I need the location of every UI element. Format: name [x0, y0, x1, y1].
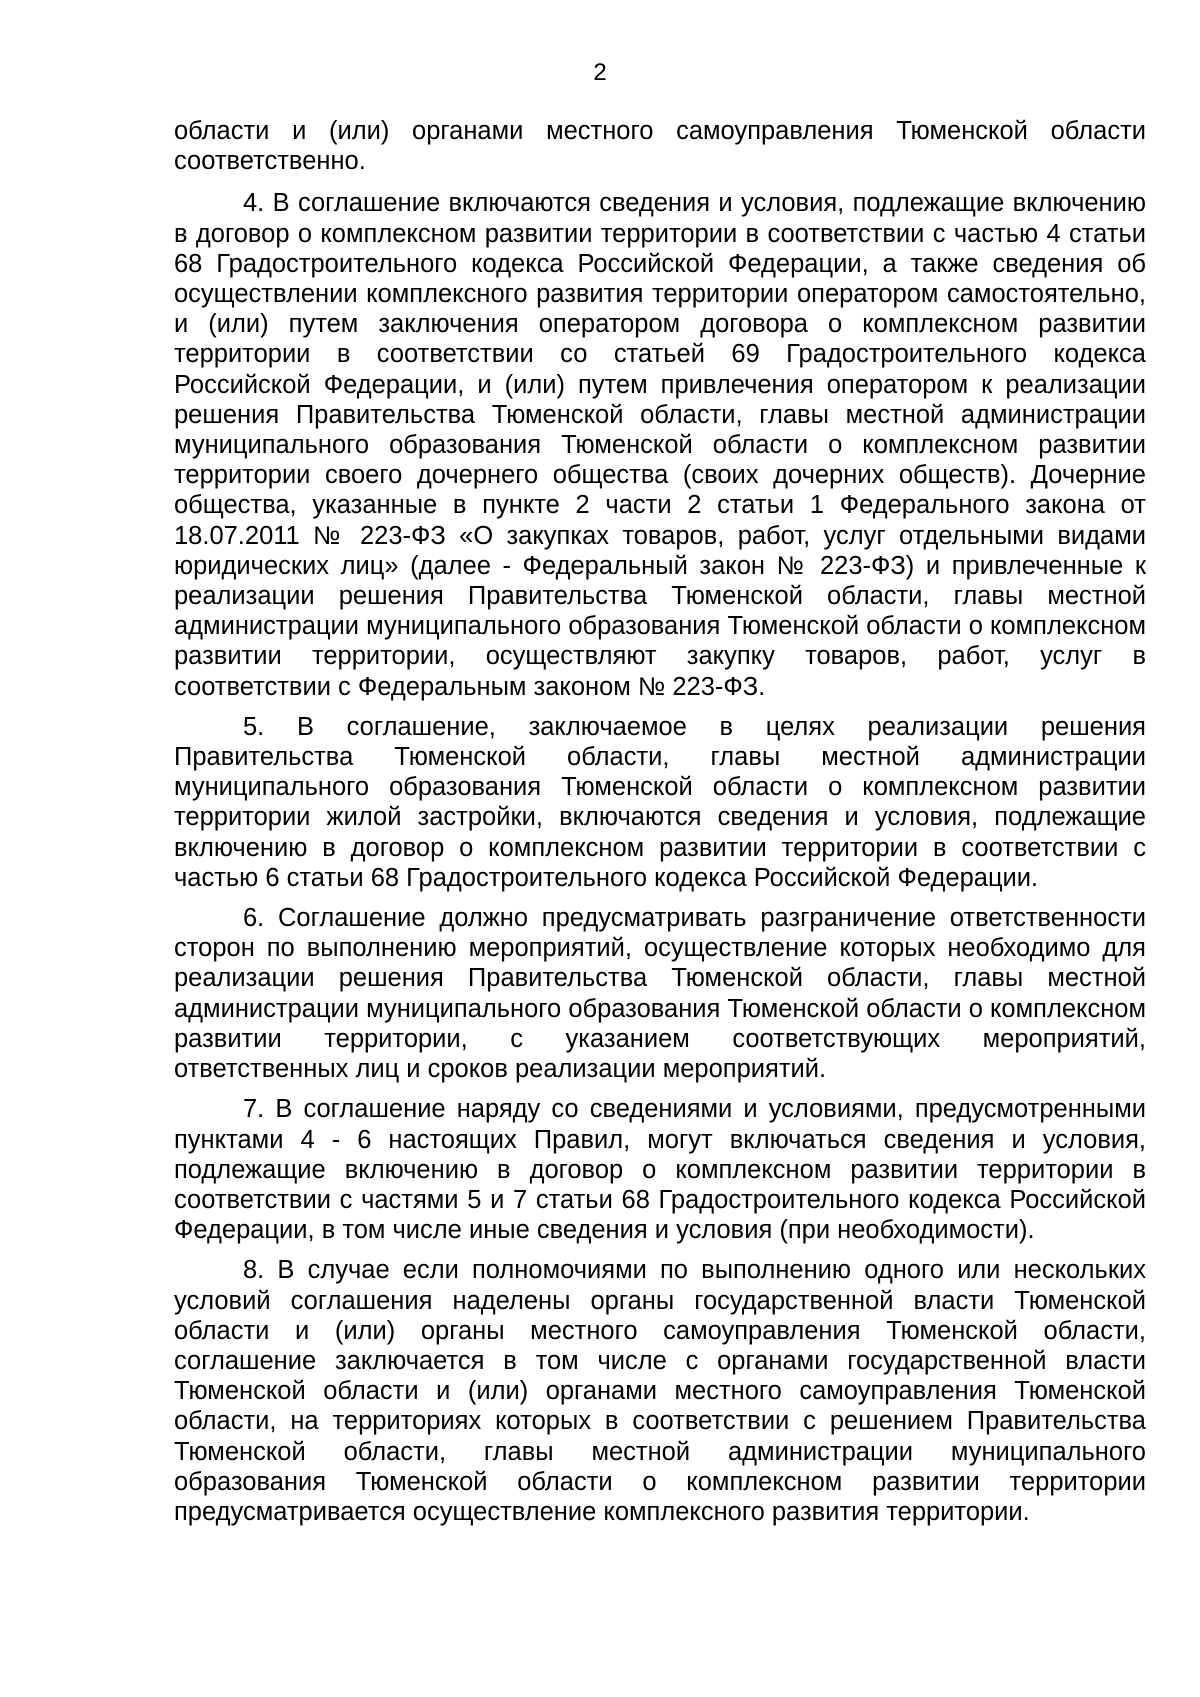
document-body [174, 116, 1146, 1537]
paragraph-continuation: области и (или) органами местного самоуправления Тюменской области соответственно. [174, 117, 1146, 176]
paragraph-item-7: 7. В соглашение наряду со сведениями и условиями, предусмотренными пунктами 4 - 6 настоящих Правил, могут включаться сведения и условия, подлежащие включению в договор о комплексном развитии территории в соответствии с частями 5 и 7 статьи 68 Градостроительного кодекса Российской Федерации, в том числе иные сведения и условия (при необходимости). [174, 1095, 1146, 1245]
paragraph-item-5: 5. В соглашение, заключаемое в целях реализации решения Правительства Тюменской области, главы местной администрации муниципального образования Тюменской области о комплексном развитии территории жилой застройки, включаются сведения и условия, подлежащие включению в договор о комплексном развитии территории в соответствии с частью 6 статьи 68 Градостроительного кодекса Российской Федерации. [174, 712, 1146, 892]
page-number: 2 [593, 59, 607, 86]
paragraph-item-8: 8. В случае если полномочиями по выполнению одного или нескольких условий соглашения наделены органы государственной власти Тюменской области и (или) органы местного самоуправления Тюменской области, соглашение заключается в том числе с органами государственной власти Тюменской области и (или) органами местного самоуправления Тюменской области, на территориях которых в соответствии с решением Правительства Тюменской области, главы местной администрации муниципального образования Тюменской области о комплексном развитии территории предусматривается осуществление комплексного развития территории. [174, 1256, 1146, 1526]
paragraph-item-6: 6. Соглашение должно предусматривать разграничение ответственности сторон по выполнению мероприятий, осуществление которых необходимо для реализации решения Правительства Тюменской области, главы местной администрации муниципального образования Тюменской области о комплексном развитии территории, с указанием соответствующих мероприятий, ответственных лиц и сроков реализации мероприятий. [174, 904, 1146, 1084]
paragraph-item-4: 4. В соглашение включаются сведения и условия, подлежащие включению в договор о комплексном развитии территории в соответствии с частью 4 статьи 68 Градостроительного кодекса Российской Федерации, а также сведения об осуществлении комплексного развития территории оператором самостоятельно, и (или) путем заключения оператором договора о комплексном развитии территории в соответствии со статьей 69 Градостроительного кодекса Российской Федерации, и (или) путем привлечения оператором к реализации решения Правительства Тюменской области, главы местной администрации муниципального образования Тюменской области о комплексном развитии территории своего дочернего общества (своих дочерних обществ). Дочерние общества, указанные в пункте 2 части 2 статьи 1 Федерального закона от 18.07.2011 № 223-ФЗ «О закупках товаров, работ, услуг отдельными видами юридических лиц» (далее - Федеральный закон № 223-ФЗ) и привлеченные к реализации решения Правительства Тюменской области, главы местной администрации муниципального образования Тюменской области о комплексном развитии территории, осуществляют закупку товаров, работ, услуг в соответствии с Федеральным законом № 223-ФЗ. [174, 189, 1146, 701]
